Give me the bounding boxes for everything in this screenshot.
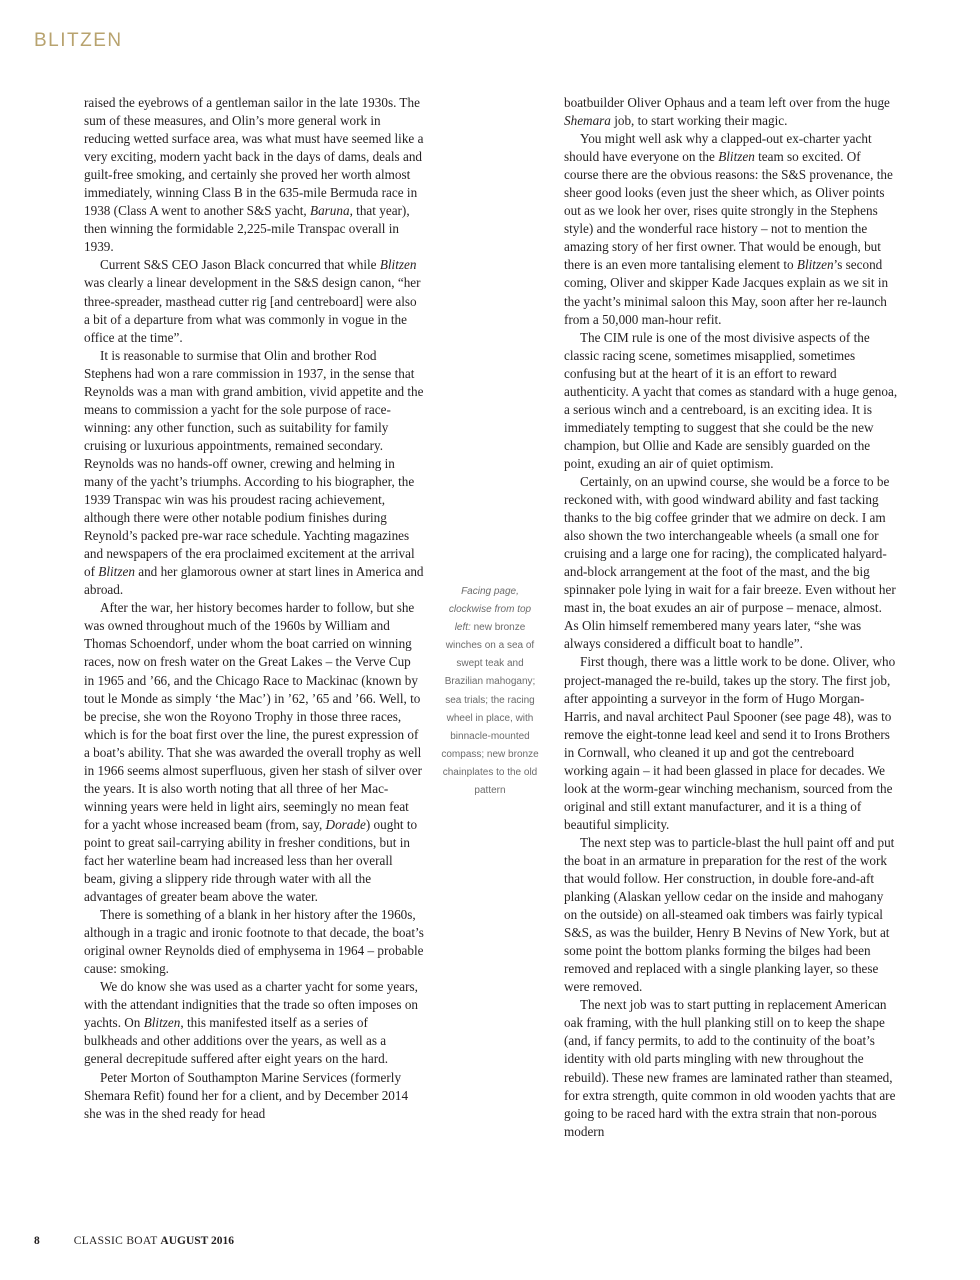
caption-lead: Facing page, clockwise from top left: [448, 586, 532, 634]
article-paragraph: There is something of a blank in her history after the 1960s, although in a tragic and ironic footnote to that decade, the boat’s original owner Reynolds died of emphysema in 1964 – probable cause: smoking. [84, 907, 424, 977]
article-paragraph: First though, there was a little work to be done. Oliver, who project-managed the re-build, takes up the story. The first job, after appointing a surveyor in the form of Hugo Morgan-Harris, and naval architect Paul Spooner (see page 48), was to remove the eight-tonne lead keel and send it to Irons Brothers in Cornwall, who cleaned it up and got the centreboard working again – it had been glassed in place for decades. We look at the worm-gear winching mechanism, sourced from the original and still extant manufacturer, and it is a thing of beautiful simplicity. [564, 654, 896, 832]
section-title: BLITZEN [34, 30, 123, 51]
article-paragraph: Peter Morton of Southampton Marine Services (formerly Shemara Refit) found her for a client, and by December 2014 she was in the shed ready for head [84, 1069, 409, 1121]
article-paragraph: After the war, her history becomes harder to follow, but she was owned throughout much of the 1960s by William and Thomas Schoendorf, under whom the boat carried on winning races, now on fresh water on the Great Lakes – the Verve Cup in 1965 and ’66, and the Chicago Race to Mackinac (known by tout le Monde as simply ‘the Mac’) in ’62, ’65 and ’66. Well, to be precise, she won the Royono Trophy in those three races, which is for the boat first over the line, the purest expression of a boat’s ability. That she was awarded the overall trophy as well in 1966 seems almost superfluous, given her stash of silver over the years. It is also worth noting that all three of her Mac-winning years were held in light airs, seemingly no mean feat for a yacht whose increased beam (from, say, Dorade) ought to point to great sail-carrying ability in fresher conditions, but in fact her waterline beam had increased less than her overall beam, giving a slippery ride through water with all the advantages of greater beam above the water. [84, 600, 423, 905]
footer-folio [34, 1235, 234, 1247]
article-paragraph: You might well ask why a clapped-out ex-charter yacht should have everyone on the Blitzen team so excited. Of course there are the obvious reasons: the S&S provenance, the sheer good looks (even just the sheer which, as Oliver points out as we look her over, rises quite strongly in the Stephens style) and the wonderful race history – not to mention the amazing story of her first owner. That would be enough, but there is an even more tantalising element to Blitzen’s second coming, Oliver and skipper Kade Jacques explain as we sit in the yacht’s minimal saloon this May, soon after her re-launch from a 50,000 man-hour refit. [564, 131, 893, 327]
caption-text: new bronze winches on a sea of swept teak and Brazilian mahogany; sea trials; the racing wheel in place, with binnacle-mounted compass; new bronze chainplates to the old pattern [441, 622, 539, 797]
article-paragraph: We do know she was used as a charter yacht for some years, with the attendant indignities that the trade so often imposes on yachts. On Blitzen, this manifested itself as a series of bulkheads and other additions over the years, as well as a general decrepitude suffered after eight years on the hard. [84, 979, 419, 1067]
article-paragraph: Certainly, on an upwind course, she would be a force to be reckoned with, with good windward ability and fast tacking thanks to the big coffee grinder that we admire on deck. I am also shown the two interchangeable wheels (a small one for cruising and a large one for racing), the complicated halyard-and-block arrangement at the foot of the mast, and the big spinnaker pole lying in wait for a fair breeze. Even without her mast in, the boat exudes an air of purpose – menace, almost. As Olin himself remembered many years later, “she was always considered a difficult boat to handle”. [564, 473, 896, 652]
publication-name: CLASSIC BOAT [73, 1235, 158, 1247]
article-column-right [564, 94, 898, 1141]
issue-date: AUGUST 2016 [160, 1235, 235, 1247]
article-paragraph: Current S&S CEO Jason Black concurred that while Blitzen was clearly a linear development in the S&S design canon, “her three-spreader, masthead cutter rig [and centreboard] were also a bit of a departure from what was commonly in vogue in the office at the time”. [84, 257, 421, 345]
article-paragraph: The CIM rule is one of the most divisive aspects of the classic racing scene, sometimes misapplied, sometimes confusing but at the heart of it is an effort to reward authenticity. A yacht that comes as standard with a huge genoa, a serious winch and a centreboard, is an exciting idea. It is immediately tempting to suggest that she could be the new champion, but Ollie and Kade are sensibly guarded on the point, exuding an air of quiet optimism. [564, 329, 898, 471]
page-number: 8 [34, 1235, 40, 1247]
article-paragraph: The next job was to start putting in replacement American oak framing, with the hull planking still on to keep the shape (and, if fancy permits, to add to the continuity of the boat’s identity with old parts mingling with new throughout the rebuild). These new frames are laminated rather than steamed, for extra strength, quite common in old wooden yachts that are going to be raced hard with the extra strain that non-porous modern [564, 997, 896, 1139]
photo-caption [440, 583, 540, 800]
article-paragraph: It is reasonable to surmise that Olin and brother Rod Stephens had won a rare commission in 1937, in the sense that Reynolds was a man with grand ambition, vivid appetite and the means to commission a yacht for the sole purpose of race-winning: any other function, such as suitability for family cruising or luxurious appointments, remained secondary. Reynolds was no hands-off owner, crewing and helming in many of the yacht’s triumphs. According to his biographer, the 1939 Transpac win was his proudest racing achievement, although there were other notable podium finishes during Reynold’s packed pre-war race schedule. Yachting magazines and newspapers of the era proclaimed excitement at the arrival of Blitzen and her glamorous owner at start lines in America and abroad. [84, 347, 424, 598]
article-paragraph: The next step was to particle-blast the hull paint off and put the boat in an armature in preparation for the rest of the work that would follow. Her construction, in double fore-and-aft planking (Alaskan yellow cedar on the inside and mahogany on the outside) on all-steamed oak timbers was fairly typical S&S, as was the builder, Henry B Nevins of New York, but at some point the bottom planks forming the bilges had been removed and replaced with a single planking layer, so these were removed. [564, 834, 895, 995]
article-paragraph: boatbuilder Oliver Ophaus and a team left over from the huge Shemara job, to start working their magic. [564, 95, 890, 129]
article-column-left [84, 94, 424, 1123]
article-paragraph: raised the eyebrows of a gentleman sailor in the late 1930s. The sum of these measures, and Olin’s more general work in reducing wetted surface area, was what must have seemed like a very exciting, modern yacht back in the days of dams, deals and guilt-free smoking, and certainly she proved her worth almost immediately, winning Class B in the 635-mile Bermuda race in 1938 (Class A went to another S&S yacht, Baruna, that year), then winning the formidable 2,225-mile Transpac overall in 1939. [84, 95, 424, 255]
